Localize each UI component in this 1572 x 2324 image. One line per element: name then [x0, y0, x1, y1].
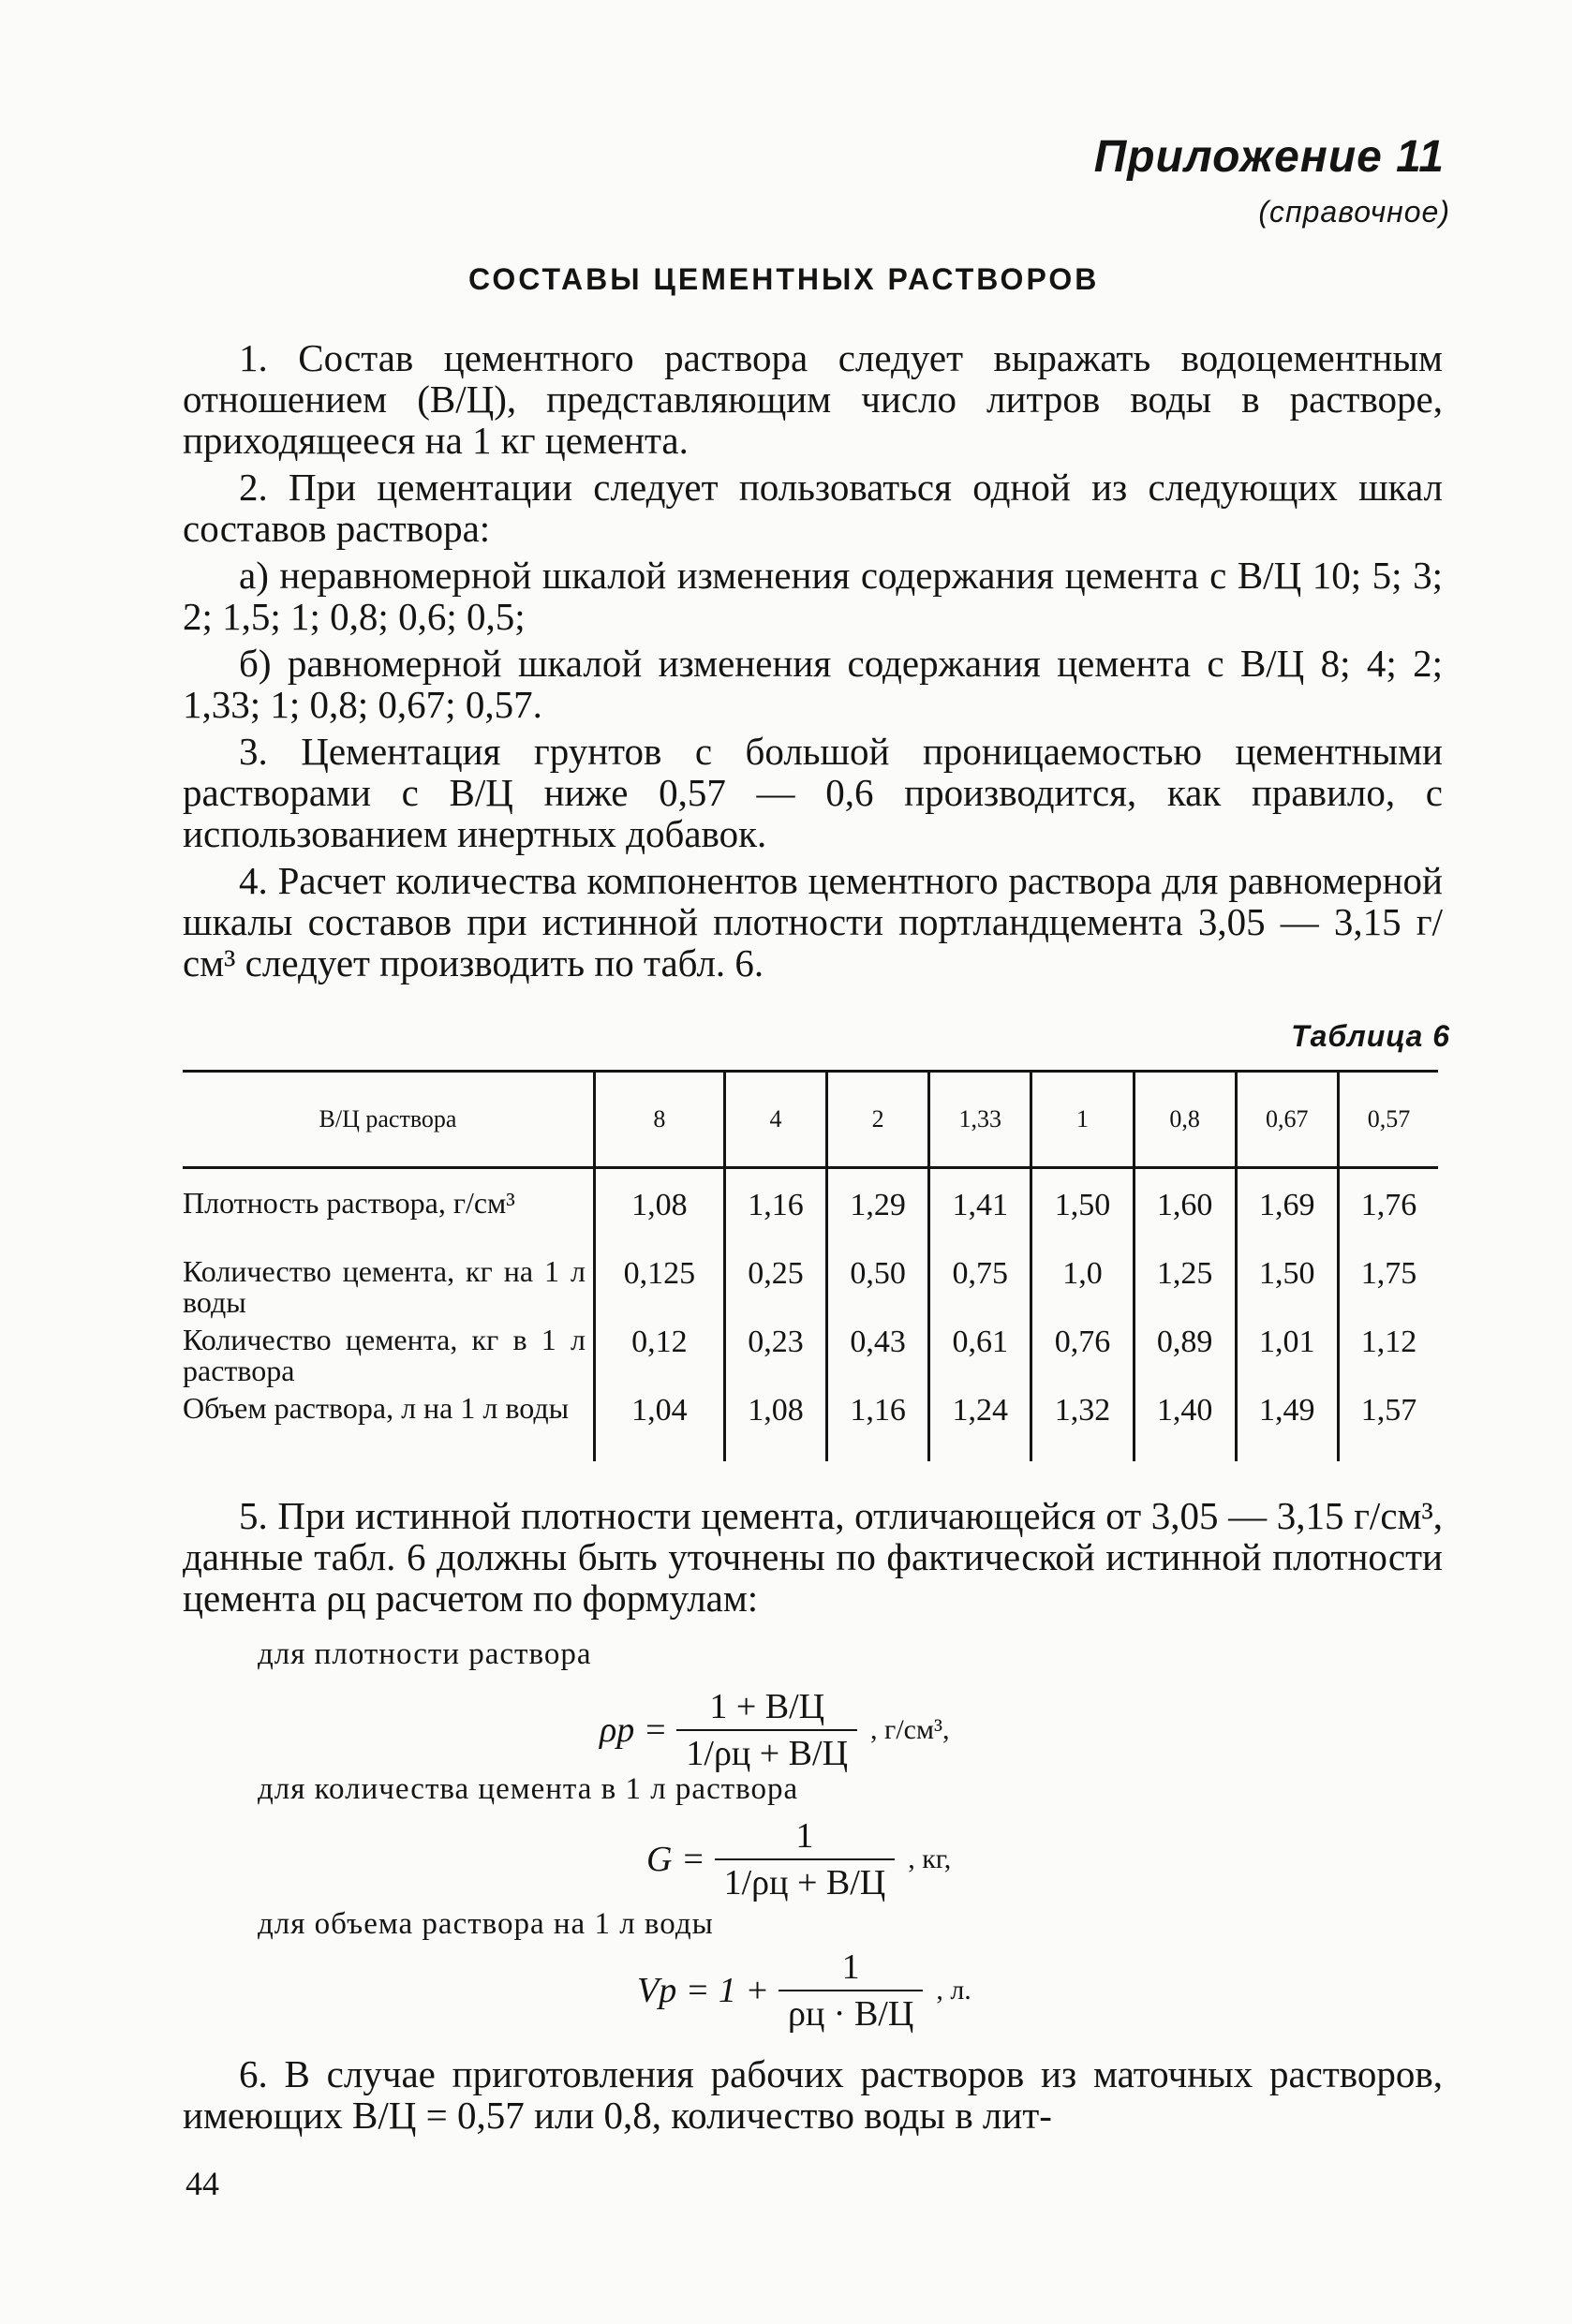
cement-formula [646, 1815, 951, 1903]
row-label: Количество цемента, кг в 1 л раствора [183, 1323, 586, 1387]
table-row [183, 1325, 1438, 1393]
paragraph-2b: б) равномерной шкалой изменения содержания цемента с В/Ц 8; 4; 2; 1,33; 1; 0,8; 0,67; 0,57. [183, 642, 1443, 726]
table-header-cell: 0,57 [1338, 1072, 1438, 1168]
table-cell: 1,29 [827, 1188, 929, 1256]
table-row [183, 1256, 1438, 1325]
table-caption: Таблица 6 [1291, 1019, 1450, 1053]
table-header-cell: 8 [595, 1072, 725, 1168]
paragraph-5: 5. При истинной плотности цемента, отличающейся от 3,05 — 3,15 г/см³, данные табл. 6 должны быть уточнены по фактической истинной плотности цемента ρц расчетом по формулам: [183, 1494, 1443, 1620]
body-text-paragraph-5 [183, 1495, 1443, 1624]
table-cell: 1,01 [1236, 1325, 1338, 1393]
table-cell: 1,49 [1236, 1393, 1338, 1461]
density-fraction [676, 1686, 857, 1774]
table-cell: 0,89 [1134, 1325, 1236, 1393]
table-header-cell: 0,8 [1134, 1072, 1236, 1168]
paragraph-6: 6. В случае приготовления рабочих растворов из маточных растворов, имеющих В/Ц = 0,57 или 0,8, количество воды в лит- [183, 2052, 1443, 2137]
cement-formula-lhs: G = [646, 1840, 705, 1879]
body-text-top [183, 337, 1443, 989]
volume-formula [637, 1947, 971, 2035]
paragraph-2a: а) неравномерной шкалой изменения содержания цемента с В/Ц 10; 5; 3; 2; 1,5; 1; 0,8; 0,6; 0,5; [183, 554, 1443, 638]
table-cell: 1,08 [724, 1393, 826, 1461]
volume-unit: , л. [936, 1975, 971, 2006]
table-cell: 1,32 [1031, 1393, 1134, 1461]
table-header-cell: 2 [827, 1072, 929, 1168]
table-cell: 0,23 [724, 1325, 826, 1393]
table-cell: 0,75 [929, 1256, 1031, 1325]
cement-formula-intro: для количества цемента в 1 л раствора [258, 1772, 799, 1806]
table-header-cell: 0,67 [1236, 1072, 1338, 1168]
table-cell: 1,41 [929, 1188, 1031, 1256]
row-label: Плотность раствора, г/см³ [183, 1186, 515, 1220]
table-cell: 1,0 [1031, 1256, 1134, 1325]
table-cell: 1,16 [827, 1393, 929, 1461]
table-cell: 1,69 [1236, 1188, 1338, 1256]
page-number: 44 [185, 2165, 219, 2202]
row-label: Объем раствора, л на 1 л воды [183, 1391, 570, 1425]
table-cell: 0,12 [595, 1325, 725, 1393]
table-cell: 1,60 [1134, 1188, 1236, 1256]
volume-formula-intro: для объема раствора на 1 л воды [258, 1907, 714, 1941]
table-cell: 0,25 [724, 1256, 826, 1325]
density-denominator: 1/ρц + В/Ц [686, 1734, 849, 1773]
table-cell: 1,25 [1134, 1256, 1236, 1325]
table-header-cell: 1 [1031, 1072, 1134, 1168]
density-formula-lhs: ρр = [600, 1710, 668, 1750]
density-numerator: 1 + В/Ц [709, 1687, 825, 1726]
density-formula-intro: для плотности раствора [258, 1637, 592, 1671]
volume-fraction [779, 1947, 923, 2035]
table-cell: 1,76 [1338, 1188, 1438, 1256]
table-cell: 1,57 [1338, 1393, 1438, 1461]
table-cell: 1,40 [1134, 1393, 1236, 1461]
table-cell: 1,50 [1236, 1256, 1338, 1325]
table-cell: 0,50 [827, 1256, 929, 1325]
table-cell: 1,75 [1338, 1256, 1438, 1325]
table-header-cell: 4 [724, 1072, 826, 1168]
table-cell: 1,50 [1031, 1188, 1134, 1256]
section-title: СОСТАВЫ ЦЕМЕНТНЫХ РАСТВОРОВ [468, 262, 1100, 296]
paragraph-4: 4. Расчет количества компонентов цементного раствора для равномерной шкалы составов при истинной плотности портландцемента 3,05 — 3,15 г/см³ следует производить по табл. 6. [183, 859, 1443, 984]
volume-formula-lhs: Vр = 1 + [637, 1971, 769, 2010]
body-text-paragraph-6 [183, 2053, 1443, 2141]
appendix-note: (справочное) [1258, 195, 1450, 229]
table-cell: 1,16 [724, 1188, 826, 1256]
paragraph-1: 1. Состав цементного раствора следует выражать водоцементным отношением (В/Ц), представляющим число литров воды в растворе, приходящееся на 1 кг цемента. [183, 336, 1443, 462]
cement-denominator: 1/ρц + В/Ц [723, 1863, 886, 1902]
row-label: Количество цемента, кг на 1 л воды [183, 1254, 586, 1319]
cement-fraction [715, 1815, 896, 1903]
density-unit: , г/см³, [870, 1714, 950, 1745]
table-header-cell: 1,33 [929, 1072, 1031, 1168]
table-cell: 0,61 [929, 1325, 1031, 1393]
cement-numerator: 1 [795, 1816, 814, 1856]
table-header-row [183, 1072, 1438, 1168]
table-cell: 1,08 [595, 1188, 725, 1256]
table-cell: 1,04 [595, 1393, 725, 1461]
table-cell: 0,43 [827, 1325, 929, 1393]
table-row [183, 1393, 1438, 1461]
table-cell: 0,76 [1031, 1325, 1134, 1393]
appendix-title: Приложение 11 [1093, 132, 1445, 182]
paragraph-2: 2. При цементации следует пользоваться одной из следующих шкал составов раствора: [183, 466, 1443, 550]
paragraph-3: 3. Цементация грунтов с большой проницаемостью цементными растворами с В/Ц ниже 0,57 — 0,6 производится, как правило, с использованием инертных добавок. [183, 730, 1443, 855]
composition-table [183, 1070, 1438, 1461]
table-header-cell: В/Ц раствора [183, 1072, 595, 1168]
cement-unit: , кг, [908, 1843, 952, 1874]
table-cell: 0,125 [595, 1256, 725, 1325]
table-spacer-row [183, 1168, 1438, 1189]
volume-numerator: 1 [841, 1947, 860, 1987]
density-formula [600, 1686, 949, 1774]
table-row [183, 1188, 1438, 1256]
volume-denominator: ρц · В/Ц [788, 1994, 914, 2034]
table-cell: 1,12 [1338, 1325, 1438, 1393]
table-cell: 1,24 [929, 1393, 1031, 1461]
